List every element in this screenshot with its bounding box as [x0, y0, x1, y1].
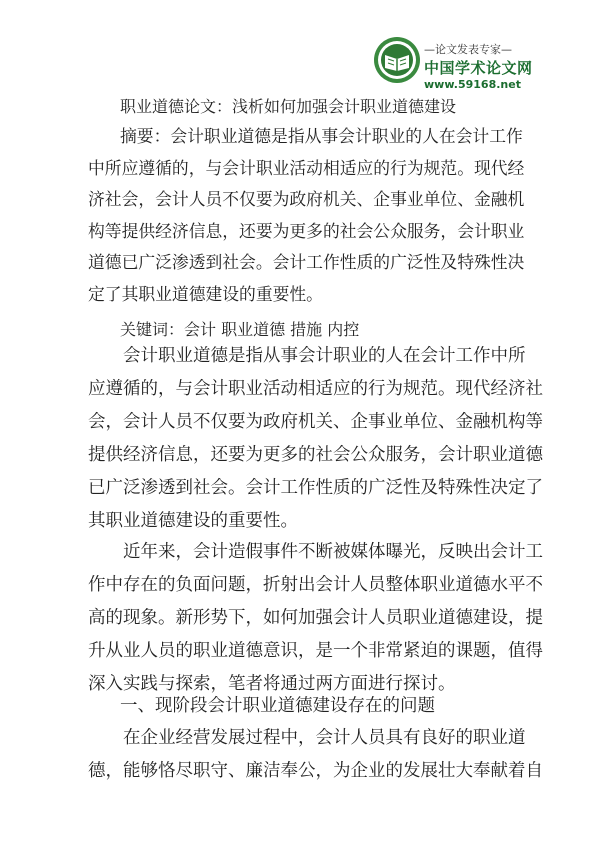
paragraph-line: 深入实践与探索，笔者将通过两方面进行探讨。: [88, 674, 456, 694]
body-paragraph-2: [88, 536, 543, 701]
paragraph-line: 会，会计人员不仅要为政府机关、企事业单位、金融机构等: [88, 412, 543, 432]
paragraph-line: 德，能够恪尽职守、廉洁奉公，为企业的发展壮大奉献着自: [88, 761, 543, 781]
abstract-line: 定了其职业道德建设的重要性。: [88, 283, 323, 304]
keywords-line: 关键词：会计 职业道德 措施 内控: [120, 320, 360, 339]
paragraph-line: 提供经济信息，还要为更多的社会公众服务，会计职业道德: [88, 445, 543, 465]
abstract-line: 中所应遵循的，与会计职业活动相适应的行为规范。现代经: [88, 157, 525, 178]
abstract-paragraph: [88, 121, 524, 310]
paragraph-line: 应遵循的，与会计职业活动相适应的行为规范。现代经济社: [88, 379, 543, 399]
abstract-line: 摘要：会计职业道德是指从事会计职业的人在会计工作: [120, 126, 523, 146]
book-emblem-icon: [372, 35, 422, 85]
abstract-line: 济社会，会计人员不仅要为政府机关、企事业单位、金融机: [88, 189, 525, 209]
paragraph-line: 高的现象。新形势下，如何加强会计人员职业道德建设，提: [88, 608, 543, 628]
site-logo[interactable]: [372, 33, 532, 93]
body-paragraph-1: [88, 340, 543, 538]
paragraph-line: 会计职业道德是指从事会计职业的人在会计工作中所: [123, 346, 526, 366]
body-paragraph-3: [88, 722, 543, 788]
logo-url[interactable]: www.59168.net: [424, 78, 521, 91]
abstract-line: 构等提供经济信息，还要为更多的社会公众服务，会计职业: [88, 220, 525, 241]
abstract-line: 道德已广泛渗透到社会。会计工作性质的广泛性及特殊性决: [88, 252, 525, 272]
article-title: 职业道德论文：浅析如何加强会计职业道德建设: [120, 97, 457, 116]
paragraph-line: 在企业经营发展过程中，会计人员具有良好的职业道: [123, 728, 526, 748]
section-heading: 一、现阶段会计职业道德建设存在的问题: [120, 696, 435, 716]
paragraph-line: 其职业道德建设的重要性。: [88, 511, 298, 531]
paragraph-line: 已广泛渗透到社会。会计工作性质的广泛性及特殊性决定了: [88, 478, 543, 498]
logo-tagline: —论文发表专家—: [424, 43, 512, 56]
paragraph-line: 升从业人员的职业道德意识，是一个非常紧迫的课题，值得: [88, 641, 543, 661]
paragraph-line: 作中存在的负面问题，折射出会计人员整体职业道德水平不: [88, 575, 543, 595]
logo-site-name: 中国学术论文网: [424, 59, 533, 77]
paragraph-line: 近年来，会计造假事件不断被媒体曝光，反映出会计工: [123, 542, 543, 562]
